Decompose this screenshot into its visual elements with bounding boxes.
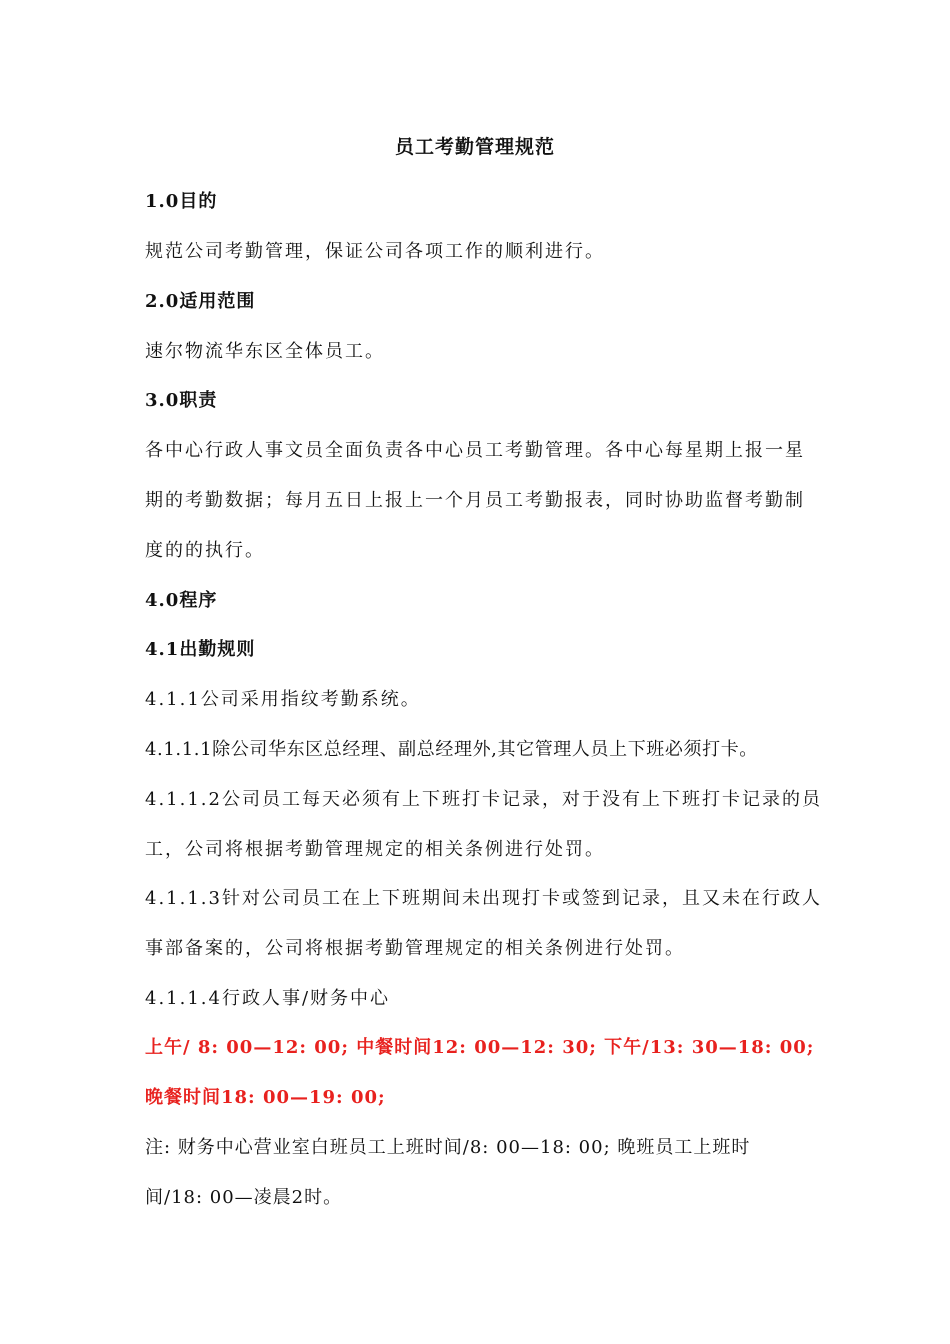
item-4-1-1: 4.1.1公司采用指纹考勤系统。	[145, 689, 421, 710]
schedule-line-2: 晚餐时间18: 00—19: 00;	[145, 1087, 386, 1108]
item-4-1-1-1: 4.1.1.1除公司华东区总经理、副总经理外,其它管理人员上下班必须打卡。	[145, 739, 758, 760]
note-line-2: 间/18: 00—凌晨2时。	[145, 1187, 343, 1208]
section-2-body: 速尔物流华东区全体员工。	[145, 341, 385, 362]
item-4-1-1-2-line-1: 4.1.1.2公司员工每天必须有上下班打卡记录，对于没有上下班打卡记录的员	[145, 789, 822, 810]
section-4-heading: 4.0程序	[145, 590, 218, 611]
section-3-heading: 3.0职责	[145, 390, 218, 411]
section-2-heading: 2.0适用范围	[145, 291, 256, 312]
section-3-body-line-3: 度的的执行。	[145, 540, 265, 561]
section-3-body-line-1: 各中心行政人事文员全面负责各中心员工考勤管理。各中心每星期上报一星	[145, 440, 805, 461]
note-line-1: 注: 财务中心营业室白班员工上班时间/8: 00—18: 00; 晚班员工上班时	[145, 1137, 751, 1158]
item-4-1-1-4: 4.1.1.4行政人事/财务中心	[145, 988, 391, 1009]
document-title: 员工考勤管理规范	[394, 136, 555, 158]
item-4-1-1-2-line-2: 工，公司将根据考勤管理规定的相关条例进行处罚。	[145, 839, 605, 860]
section-3-body-line-2: 期的考勤数据；每月五日上报上一个月员工考勤报表，同时协助监督考勤制	[145, 490, 805, 511]
section-4-1-heading: 4.1出勤规则	[145, 639, 256, 660]
schedule-line-1: 上午/ 8: 00—12: 00; 中餐时间12: 00—12: 30; 下午/13: 30—18: 00;	[145, 1037, 815, 1058]
section-1-heading: 1.0目的	[145, 191, 218, 212]
item-4-1-1-3-line-1: 4.1.1.3针对公司员工在上下班期间未出现打卡或签到记录，且又未在行政人	[145, 888, 822, 909]
item-4-1-1-3-line-2: 事部备案的，公司将根据考勤管理规定的相关条例进行处罚。	[145, 938, 685, 959]
section-1-body: 规范公司考勤管理，保证公司各项工作的顺利进行。	[145, 241, 605, 262]
